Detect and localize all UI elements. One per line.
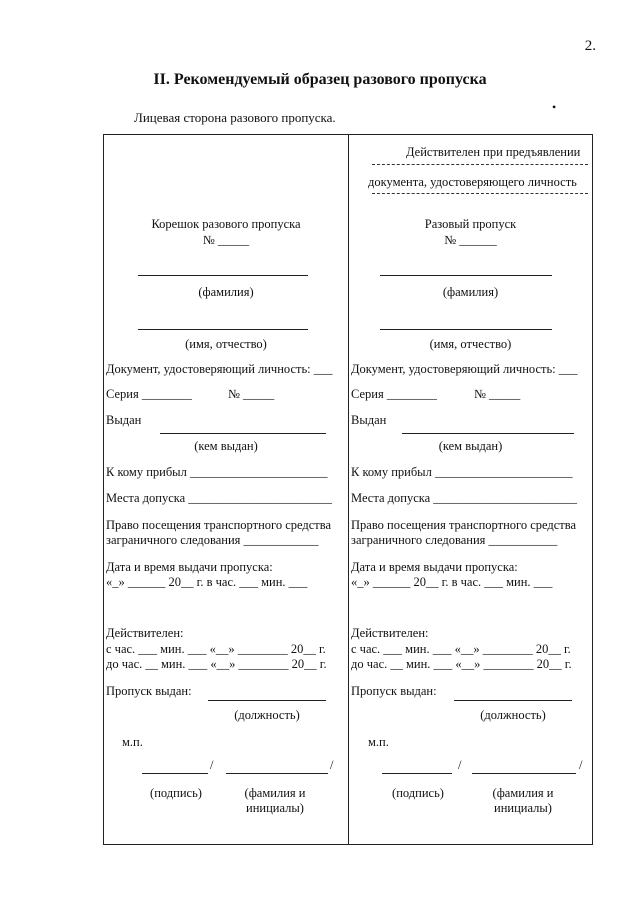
stub-position-label: (должность) <box>234 708 300 722</box>
pass-fio-label-2: инициалы) <box>494 801 552 815</box>
pass-valid-from: с час. ___ мин. ___ «__» ________ 20__ г. <box>351 642 571 656</box>
pass-validity-line1: Действителен при предъявлении <box>406 145 581 159</box>
pass-to-whom: К кому прибыл ______________________ <box>351 465 573 479</box>
stub-to-whom: К кому прибыл ______________________ <box>106 465 328 479</box>
stub-pass-issued: Пропуск выдан: <box>106 684 192 698</box>
stub-surname-line <box>138 275 308 276</box>
pass-issued: Выдан <box>351 413 387 427</box>
stub-name-line <box>138 329 308 330</box>
pass-form <box>103 134 593 845</box>
pass-number: № ______ <box>444 233 497 247</box>
stub-surname-label: (фамилия) <box>198 285 254 299</box>
pass-slash-2: / <box>579 758 583 772</box>
pass-valid-label: Действителен: <box>351 626 429 640</box>
pass-position-label: (должность) <box>480 708 546 722</box>
pass-fio-label-1: (фамилия и <box>492 786 554 800</box>
pass-issued-line <box>402 433 574 434</box>
pass-surname-label: (фамилия) <box>442 285 499 299</box>
stub-stamp-label: м.п. <box>122 735 143 749</box>
pass-fio-line <box>472 773 576 774</box>
pass-right-line2: заграничного следования ___________ <box>351 533 558 547</box>
stub-date-fields: «_» ______ 20__ г. в час. ___ мин. ___ <box>106 575 308 589</box>
stub-document: Документ, удостоверяющий личность: ___ <box>106 362 333 376</box>
stub-valid-to: до час. __ мин. ___ «__» ________ 20__ г. <box>106 657 327 671</box>
stub-date-label: Дата и время выдачи пропуска: <box>106 560 273 574</box>
stub-series-number: № _____ <box>228 387 275 401</box>
stub-right-line2: заграничного следования ____________ <box>106 533 319 547</box>
pass-surname-line <box>380 275 552 276</box>
pass-position-line <box>454 700 572 701</box>
stub-valid-from: с час. ___ мин. ___ «__» ________ 20__ г. <box>106 642 326 656</box>
stub-slash-1: / <box>210 758 214 772</box>
stub-issued: Выдан <box>106 413 142 427</box>
page-subtitle: Лицевая сторона разового пропуска. <box>134 110 336 125</box>
pass-dashed-line-1 <box>372 164 588 165</box>
stub-series: Серия ________ <box>106 387 192 401</box>
stub-name-label: (имя, отчество) <box>185 337 267 351</box>
stub-fio-line <box>226 773 328 774</box>
pass-validity-line2: документа, удостоверяющего личность <box>368 175 577 189</box>
stub-fio-label-2: инициалы) <box>246 801 304 815</box>
pass-dashed-line-2 <box>372 193 588 194</box>
pass-slash-1: / <box>458 758 462 772</box>
pass-date-label: Дата и время выдачи пропуска: <box>351 560 518 574</box>
stub-fio-label-1: (фамилия и <box>244 786 306 800</box>
stub-signature-line <box>142 773 208 774</box>
page-title: II. Рекомендуемый образец разового пропуска <box>153 71 487 88</box>
page-number: 2. <box>584 38 596 54</box>
stub-places: Места допуска _______________________ <box>106 491 333 505</box>
stub-slash-2: / <box>330 758 334 772</box>
stub-heading: Корешок разового пропуска <box>151 217 301 231</box>
stub-right-line1: Право посещения транспортного средства <box>106 518 332 532</box>
pass-signature-label: (подпись) <box>392 786 444 800</box>
stub-issued-line <box>160 433 326 434</box>
stub-number: № _____ <box>202 233 250 247</box>
pass-series: Серия ________ <box>351 387 437 401</box>
pass-name-label: (имя, отчество) <box>429 337 512 351</box>
stray-dot: • <box>552 100 557 114</box>
pass-stamp-label: м.п. <box>368 735 389 749</box>
pass-series-number: № _____ <box>474 387 521 401</box>
pass-valid-to: до час. __ мин. ___ «__» ________ 20__ г. <box>351 657 572 671</box>
pass-date-fields: «_» ______ 20__ г. в час. ___ мин. ___ <box>351 575 553 589</box>
stub-signature-label: (подпись) <box>150 786 202 800</box>
pass-places: Места допуска _______________________ <box>351 491 578 505</box>
pass-right-line1: Право посещения транспортного средства <box>351 518 577 532</box>
stub-valid-label: Действителен: <box>106 626 184 640</box>
pass-heading: Разовый пропуск <box>424 217 517 231</box>
stub-issued-by-label: (кем выдан) <box>194 439 258 453</box>
pass-name-line <box>380 329 552 330</box>
stub-position-line <box>208 700 326 701</box>
pass-pass-issued: Пропуск выдан: <box>351 684 437 698</box>
pass-document: Документ, удостоверяющий личность: ___ <box>351 362 578 376</box>
pass-signature-line <box>382 773 452 774</box>
pass-issued-by-label: (кем выдан) <box>438 439 503 453</box>
